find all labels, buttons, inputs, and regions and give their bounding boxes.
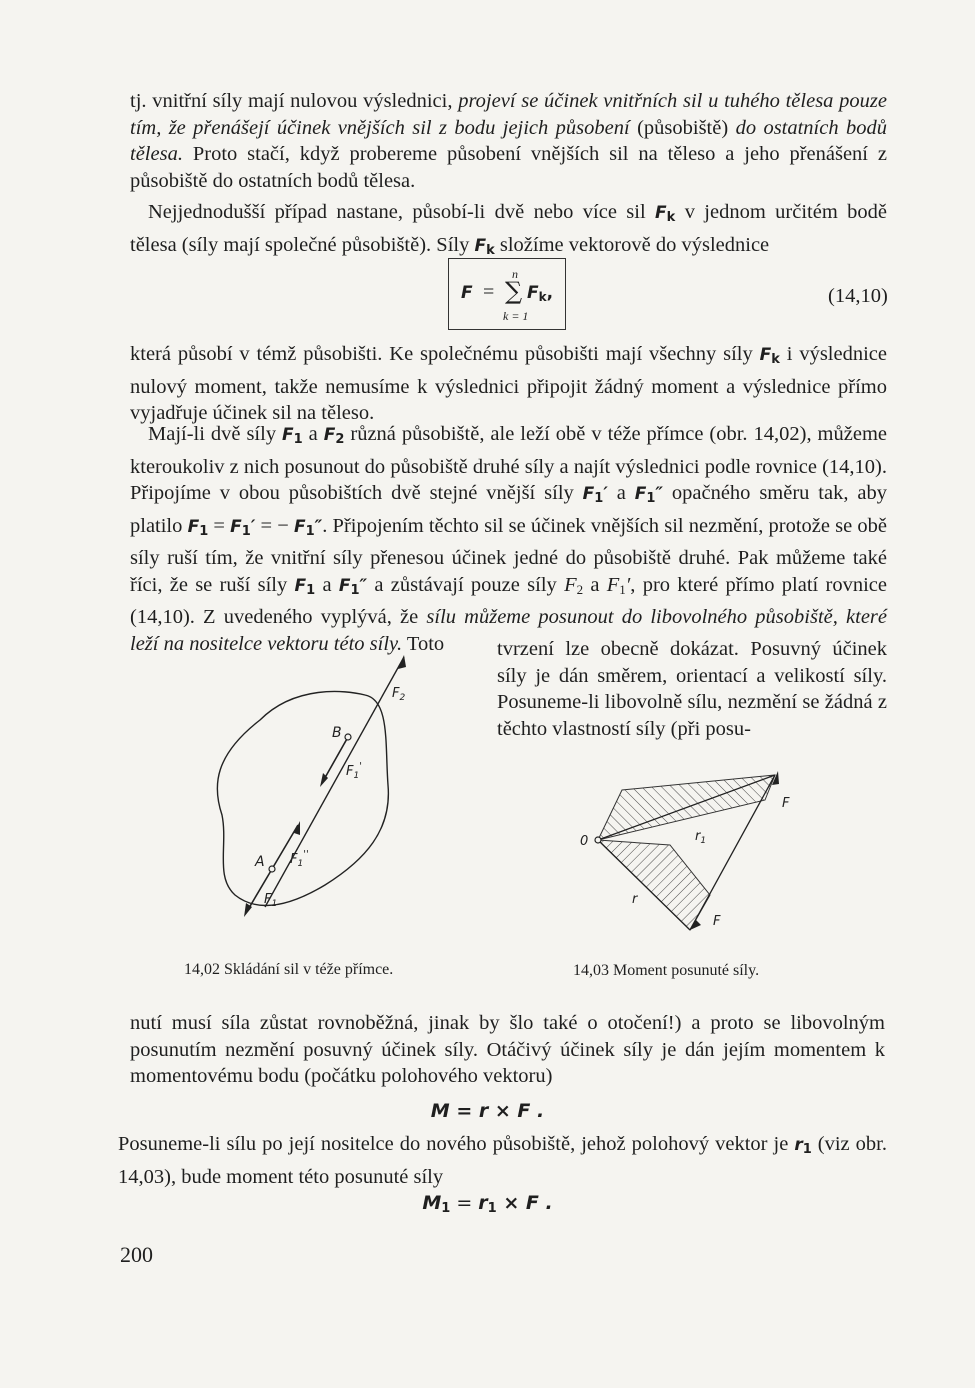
text: která působí v témž působišti. Ke společnému působišti mají všechny síly <box>130 343 760 365</box>
equation-number: (14,10) <box>828 285 888 307</box>
text: v jednom určitém bodě tělesa (síly mají společné působiště). Síly <box>130 201 887 256</box>
italic-text: do ostatních bodů tělesa. <box>130 116 887 165</box>
eq-Fk: $F_k$, <box>527 283 554 304</box>
text: různá působiště, ale leží obě v téže přímce (obr. 14,02), můžeme kteroukoliv z nich posunout do působiště druhé síly a najít výslednici podle rovnice (14,10). Připojíme v obou působištích dvě stejné vnější síly <box>130 423 887 504</box>
symbol-F2: $F_2$ <box>323 425 345 447</box>
text: složíme vektorově do výslednice <box>494 233 770 256</box>
equation-moment: M = r × F . <box>430 1100 545 1122</box>
paragraph-4 <box>130 421 887 657</box>
label-B: B <box>332 725 342 741</box>
point-O <box>595 837 601 843</box>
italic-text: projeví se účinek vnitřních sil u tuhého tělesa pouze tím, že přenášejí účinek vnějších sil z bodu jejich působení <box>130 90 887 139</box>
equation-moment-shifted: $M_1 = r_1 \times F$ . <box>422 1192 553 1216</box>
label-F1: $F_1$ <box>264 892 278 909</box>
label-F-bottom: F <box>713 914 721 929</box>
paragraph-1 <box>130 88 887 194</box>
text: = − <box>255 514 294 537</box>
symbol-F1: $F_1$ <box>282 425 303 447</box>
symbol-Fk: $F_k$ <box>655 203 676 225</box>
eq-equals: = <box>483 281 495 303</box>
symbol-F1-dprime: $F_1''$ <box>293 516 323 539</box>
label-r1: $r_1$ <box>695 829 707 846</box>
eq-F: F <box>461 283 473 303</box>
figure-14-02 <box>200 645 420 920</box>
symbol-Fk: $F_k$ <box>474 235 495 258</box>
paragraph-3 <box>130 341 887 427</box>
symbol-r1: $r_1$ <box>794 1135 812 1157</box>
symbol-F1-prime: $F_1'$ <box>606 573 631 597</box>
symbol-F1-prime: $F_1'$ <box>230 516 256 539</box>
eq-sum-upper: n <box>512 267 518 281</box>
line-of-action <box>265 657 404 907</box>
caption-14-02: 14,02 Skládání sil v téže přímce. <box>184 961 394 978</box>
text: a zůstávají pouze síly <box>367 573 565 596</box>
text: tvrzení lze obecně dokázat. Posuvný účinek síly je dán směrem, orientací a velikostí síly. Posuneme-li libovolně sílu, nezmění se žádná z těchto vlastností síly (při posu- <box>497 638 887 740</box>
paragraph-4-continuation <box>497 636 887 742</box>
symbol-F1-dprime: $F_1''$ <box>338 575 368 598</box>
text: opačného směru tak, aby platilo <box>130 482 887 537</box>
moment-area-lower <box>598 840 710 930</box>
label-F1-dprime: $F_1''$ <box>290 849 309 869</box>
eq-sum-sign: ∑ <box>505 277 523 305</box>
symbol-Fk: $F_k$ <box>759 345 780 367</box>
point-B <box>345 734 351 740</box>
eq-sum-lower: k = 1 <box>503 309 529 323</box>
caption-14-03: 14,03 Moment posunuté síly. <box>573 962 760 979</box>
text: a <box>607 482 635 504</box>
label-A: A <box>255 854 265 870</box>
label-O: 0 <box>580 834 589 849</box>
point-A <box>269 866 275 872</box>
paragraph-2 <box>130 199 887 264</box>
paragraph-5 <box>130 1010 885 1090</box>
text: Nejjednodušší případ nastane, působí-li dvě nebo více sil <box>148 201 656 223</box>
symbol-F2: $F_2$ <box>564 573 584 597</box>
text: i výslednice nulový moment, takže nemusíme k výslednici připojit žádný moment a výslednice přímo vyjadřuje účinek sil na těleso. <box>130 343 887 424</box>
arrow-F2-head <box>398 655 406 669</box>
symbol-F1-dprime: $F_1''$ <box>634 484 663 506</box>
symbol-F1: $F_1$ <box>294 575 316 598</box>
text: = <box>208 514 231 537</box>
symbol-F1: $F_1$ <box>187 516 209 539</box>
text: a <box>302 423 324 445</box>
text: (viz obr. 14,03), bude moment této posunuté síly <box>118 1133 887 1188</box>
symbol-F1-prime: $F_1'$ <box>582 484 608 506</box>
text: Toto <box>402 632 445 655</box>
figure-14-03 <box>570 765 810 935</box>
text: . Připojením těchto sil se účinek vnějších sil nezmění, protože se obě síly ruší tím, že vnitřní síly přenesou účinek jedné do působiště druhé. Pak můžeme také říci, že se ruší síly <box>130 514 887 596</box>
text: a <box>583 573 607 596</box>
label-F1-prime: $F_1'$ <box>346 761 362 781</box>
paragraph-6 <box>118 1131 887 1190</box>
label-F-top: F <box>782 796 790 811</box>
label-r: r <box>632 892 638 907</box>
text: a <box>315 573 339 596</box>
text: Proto stačí, když probereme působení vnějších sil na těleso a jeho přenášení z působiště do ostatních bodů tělesa. <box>130 143 887 192</box>
text: tj. vnitřní síly mají nulovou výslednici, <box>130 90 459 112</box>
page-number: 200 <box>120 1242 153 1267</box>
text: , pro které přímo platí rovnice (14,10). Z uvedeného vyplývá, že <box>130 573 887 628</box>
text: Posuneme-li sílu po její nositelce do nového působiště, jehož polohový vektor je <box>118 1133 795 1155</box>
arrow-F1pp-head <box>294 821 300 835</box>
text: (působiště) <box>629 116 736 139</box>
italic-text: sílu můžeme posunout do libovolného působiště, které leží na nositelce vektoru této síly. <box>130 606 887 655</box>
equation-box-14-10 <box>448 258 566 330</box>
text: nutí musí síla zůstat rovnoběžná, jinak by šlo také o otočení!) a proto se libovolným posunutím nezmění posuvný účinek síly. Otáčivý účinek síly je dán jejím momentem k momentovému bodu (počátku polohového vektoru) <box>130 1012 885 1087</box>
rigid-body-outline <box>217 691 388 905</box>
label-F2: $F_2$ <box>392 686 406 703</box>
text: Mají-li dvě síly <box>148 423 283 445</box>
